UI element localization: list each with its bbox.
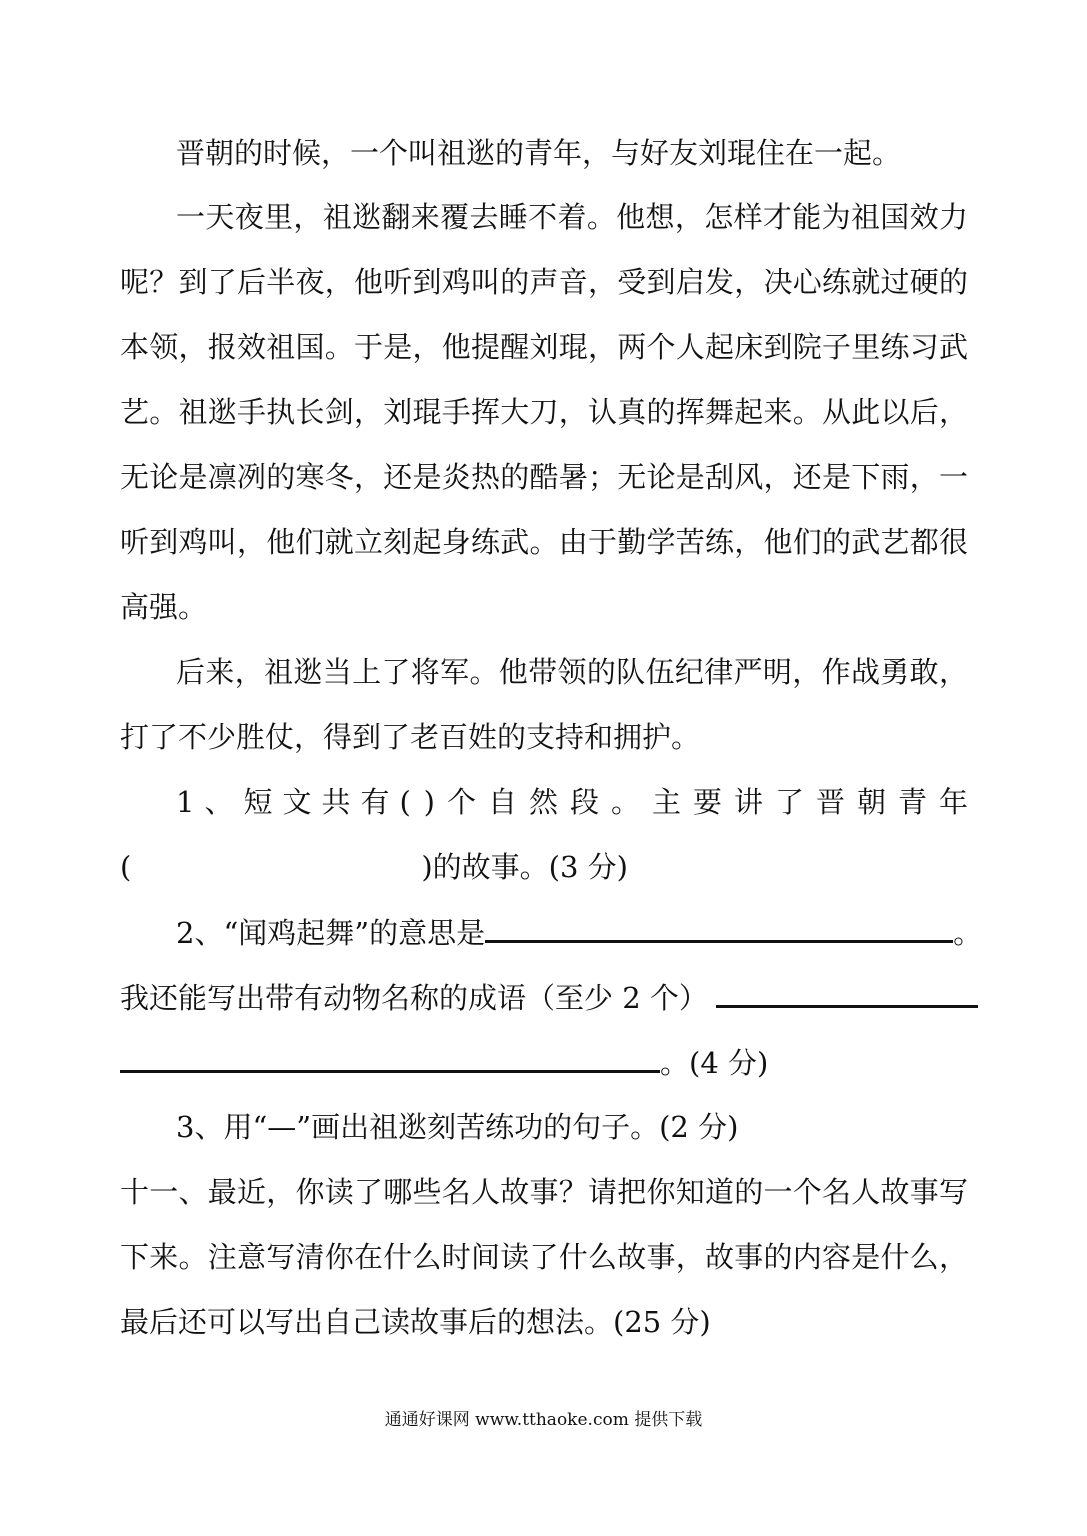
question-2-line-1 — [176, 914, 983, 950]
question-2-idiom-blank-1[interactable] — [716, 979, 978, 1008]
question-2-line-2 — [120, 979, 968, 1015]
question-1-line-1 — [176, 784, 980, 820]
question-2-meaning-blank[interactable] — [485, 914, 953, 943]
section-11-line-1: 十一、最近，你读了哪些名人故事？请把你知道的一个名人故事写 — [120, 1175, 968, 1209]
passage-p3-line-2: 打了不少胜仗，得到了老百姓的支持和拥护。 — [120, 720, 701, 754]
question-2-idiom-blank-2[interactable] — [120, 1044, 660, 1073]
question-2-score: 。(4 分) — [660, 1046, 769, 1080]
passage-p2-line-7: 高强。 — [120, 590, 208, 624]
passage-p2-line-1: 一天夜里，祖逖翻来覆去睡不着。他想，怎样才能为祖国效力 — [176, 200, 968, 234]
passage-paragraph-1: 晋朝的时候，一个叫祖逖的青年，与好友刘琨住在一起。 — [176, 136, 902, 170]
section-11-line-2: 下来。注意写清你在什么时间读了什么故事，故事的内容是什么， — [120, 1240, 968, 1274]
section-11-line-3: 最后还可以写出自己读故事后的想法。(25 分) — [120, 1305, 711, 1339]
passage-p3-line-1: 后来，祖逖当上了将军。他带领的队伍纪律严明，作战勇敢， — [176, 655, 968, 689]
passage-p2-line-2: 呢？到了后半夜，他听到鸡叫的声音，受到启发，决心练就过硬的 — [120, 265, 968, 299]
question-1-line-2 — [120, 849, 968, 885]
question-1-part1: 1、短文共有( — [176, 785, 421, 819]
question-1-part2: )个自然段。主要讲了晋朝青年 — [423, 785, 980, 819]
question-1-open-paren: ( — [120, 850, 132, 884]
question-2-prefix: 2、“闻鸡起舞”的意思是 — [176, 916, 486, 950]
passage-p2-line-6: 听到鸡叫，他们就立刻起身练武。由于勤学苦练，他们的武艺都很 — [120, 525, 968, 559]
question-2-idiom-prompt: 我还能写出带有动物名称的成语（至少 2 个） — [120, 981, 708, 1015]
question-2-suffix: 。 — [953, 916, 983, 950]
question-2-line-3 — [120, 1044, 968, 1080]
page-footer: 通通好课网 www.tthaoke.com 提供下载 — [384, 1410, 703, 1430]
question-1-close: )的故事。(3 分) — [421, 850, 628, 884]
passage-p2-line-4: 艺。祖逖手执长剑，刘琨手挥大刀，认真的挥舞起来。从此以后， — [120, 395, 968, 429]
passage-p2-line-3: 本领，报效祖国。于是，他提醒刘琨，两个人起床到院子里练习武 — [120, 330, 968, 364]
question-3: 3、用“—”画出祖逖刻苦练功的句子。(2 分) — [176, 1110, 739, 1144]
passage-p2-line-5: 无论是凛冽的寒冬，还是炎热的酷暑；无论是刮风，还是下雨，一 — [120, 460, 968, 494]
